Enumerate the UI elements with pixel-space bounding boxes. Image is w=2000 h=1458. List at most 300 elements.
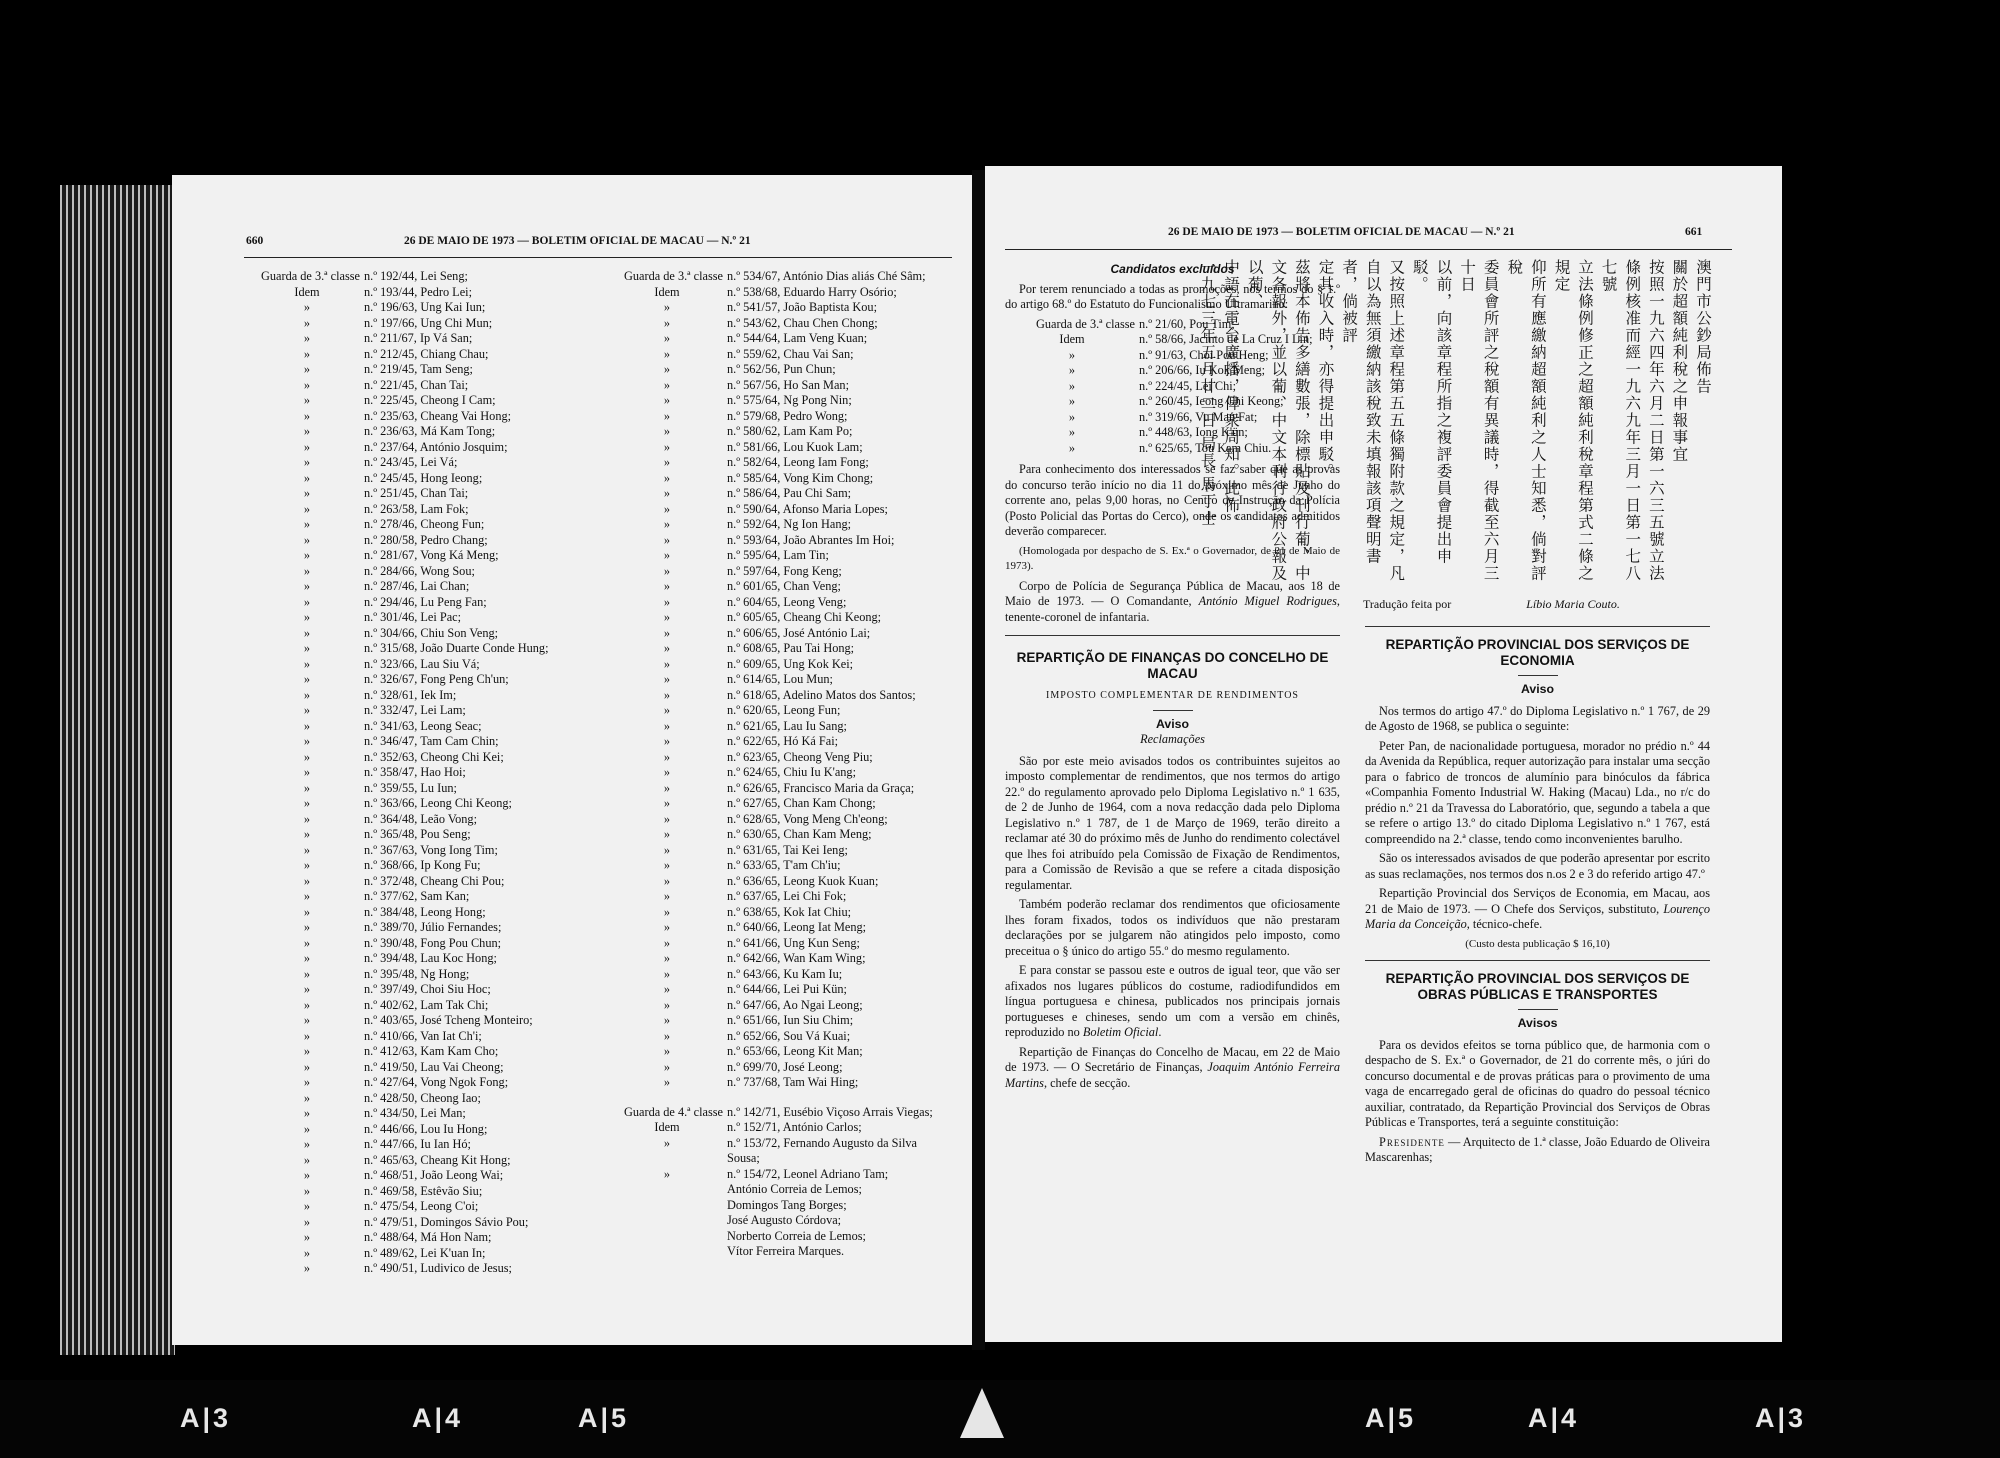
rank-ditto: » [303,765,311,779]
list-item [607,300,967,316]
entry-text: n.º 243/45, Lei Vá; [364,455,458,469]
list-item [607,998,967,1014]
signatory-name: Lourenço Maria da Conceição [1365,901,1710,931]
list-item [607,734,967,750]
entry-text: n.º 538/68, Eduardo Harry Osório; [727,284,897,299]
economia-paragraph-1: Nos termos do artigo 47.º do Diploma Legislativo n.º 1 767, de 29 de Agosto de 1968, se publica o seguinte: [1365,703,1710,733]
chinese-column: 文各報外，並以葡、中文本刊行政府公報及以葡、 [1245,259,1288,582]
chinese-column: 立法條例修正之超額純利稅章程第式二條之規定 [1552,259,1595,582]
entry-text: n.º 627/65, Chan Kam Chong; [727,796,876,810]
rank-ditto: » [303,951,311,965]
entry-text: n.º 206/66, Iu Kok Meng; [1139,363,1266,377]
list-item [607,688,967,704]
list-item [607,579,967,595]
list-item [607,1136,967,1152]
rank-ditto: » [303,997,311,1012]
rank-ditto: » [303,377,311,392]
entry-text: n.º 630/65, Chan Kam Meng; [727,827,872,841]
entry-text: n.º 365/48, Pou Seng; [364,827,471,841]
entry-text: n.º 284/66, Wong Sou; [364,563,475,578]
list-item [607,1182,967,1198]
chinese-column: 定其收入時，亦得提出申駁。 [1316,259,1335,480]
entry-text: n.º 590/64, Afonso Maria Lopes; [727,501,888,516]
rank-ditto: » [663,1166,671,1181]
rank-ditto: » [663,656,671,671]
short-rule [1153,710,1193,711]
entry-text: n.º 434/50, Lei Man; [364,1106,466,1120]
rank-ditto: » [303,811,311,826]
list-head-entry: n.º 534/67, António Dias aliás Ché Sâm; [727,269,926,283]
list-item [607,967,967,983]
film-mark: A|3 [1755,1403,1807,1433]
list-item [250,393,610,409]
list-item [250,378,610,394]
entry-text: n.º 260/45, Ieong Chi Keong; [1139,394,1284,408]
list-item [250,455,610,471]
rank-ditto: » [303,842,311,857]
list-item [250,595,610,611]
list-item [250,1153,610,1169]
entry-text: n.º 384/48, Leong Hong; [364,904,486,919]
list-item [250,285,610,301]
list-head-entry: n.º 142/71, Eusébio Viçoso Arrais Viegas; [727,1104,933,1119]
entry-text: José Augusto Córdova; [727,1213,842,1227]
rank-ditto: » [1068,363,1076,377]
rank-ditto: » [303,331,311,345]
entry-text: n.º 595/64, Lam Tin; [727,548,829,562]
list-item [250,564,610,580]
right-running-header [985,226,1782,246]
rank-ditto: » [303,858,311,872]
rank-ditto: » [663,734,671,748]
list-item [250,827,610,843]
rank-ditto: » [303,780,311,795]
rank-ditto: » [663,1013,671,1027]
list-item [607,1244,967,1260]
rank-ditto: » [303,1013,311,1027]
entry-text: n.º 653/66, Leong Kit Man; [727,1044,863,1058]
list-item [607,1167,967,1183]
boletim-name: Boletim Oficial [1082,1025,1159,1039]
entry-text: n.º 447/66, Iu Ian Hó; [364,1137,471,1151]
rank-ditto [607,1182,727,1198]
list-item [607,285,967,301]
rank-ditto: » [303,1121,311,1136]
rank-ditto: » [663,315,671,330]
list-item [250,1122,610,1138]
signature-tail: , técnico-chefe. [1466,917,1543,931]
entry-text: n.º 592/64, Ng Ion Hang; [727,517,852,531]
rank-ditto: » [663,610,671,624]
rank-ditto [607,1229,727,1245]
list-item [607,378,967,394]
entry-text: n.º 581/66, Lou Kuok Lam; [727,439,863,454]
entry-text: n.º 446/66, Lou Iu Hong; [364,1121,488,1136]
entry-text: n.º 479/51, Domingos Sávio Pou; [364,1214,529,1229]
list-item [607,502,967,518]
list-item [250,486,610,502]
list-item [250,657,610,673]
chinese-column: 按照一九六四年六月二日第一六三五號立法 [1646,259,1665,582]
rank-ditto: » [303,1261,311,1275]
entry-text: n.º 624/65, Chiu Iu K'ang; [727,765,856,779]
rank-ditto: » [303,1044,311,1058]
rank-ditto: » [663,920,671,934]
entry-text: n.º 390/48, Fong Pou Chun; [364,935,502,950]
list-item [607,750,967,766]
rank-ditto: » [663,703,671,717]
rank-ditto: » [1068,394,1076,408]
list-item [250,548,610,564]
list-head [250,269,610,285]
rank-ditto: » [303,687,311,702]
obras-president [1365,1135,1710,1166]
list-item [607,1151,967,1167]
signature-tail: , tenente-coronel de infantaria. [1005,594,1340,624]
rank-ditto: » [303,749,311,764]
financas-subtitle: IMPOSTO COMPLEMENTAR DE RENDIMENTOS [1045,690,1299,701]
list-item [607,1060,967,1076]
list-item [250,316,610,332]
rank-ditto: » [303,625,311,640]
entry-text: n.º 323/66, Lau Siu Vá; [364,656,480,671]
entry-text: n.º 358/47, Hao Hoi; [364,765,466,779]
entry-text: n.º 341/63, Leong Seac; [364,718,482,733]
entry-text: n.º 628/65, Vong Meng Ch'eong; [727,811,888,826]
rank-ditto: » [303,966,311,981]
header-title: 26 DE MAIO DE 1973 — BOLETIM OFICIAL DE MACAU — N.º 21 [404,235,751,247]
section-rule [1365,626,1710,627]
film-mark: A|4 [412,1403,464,1433]
entry-text: n.º 469/58, Estêvão Siu; [364,1183,483,1198]
list-item [607,1075,967,1091]
section-rule [1365,960,1710,961]
rank-ditto: » [303,532,311,547]
aviso-heading: Aviso [1520,682,1555,696]
rank-ditto: » [663,424,671,438]
list-item [607,610,967,626]
list-item [607,982,967,998]
chinese-column: 澳門市公鈔局佈告 [1694,259,1712,395]
chinese-column: 自以為無須繳納該稅致未填報該項聲明書者，倘被評 [1340,259,1382,565]
list-item [607,517,967,533]
list-item [250,517,610,533]
list-head-entry: n.º 192/44, Lei Seng; [364,269,468,283]
list-item [607,1029,967,1045]
list-item [250,1215,610,1231]
list-item [250,703,610,719]
entry-text: n.º 211/67, Ip Vá San; [364,331,473,345]
list-item [607,951,967,967]
rank-ditto: » [663,1044,671,1058]
rank-ditto: » [303,1137,311,1151]
entry-text: n.º 281/67, Vong Ká Meng; [364,548,499,562]
list-item [607,455,967,471]
list-item [250,641,610,657]
list-item [250,889,610,905]
list-item [607,424,967,440]
entry-text: n.º 328/61, Iek Im; [364,687,457,702]
entry-text: n.º 403/65, José Tcheng Monteiro; [364,1013,533,1027]
entry-text: n.º 153/72, Fernando Augusto da Silva [727,1135,917,1150]
entry-text: n.º 280/58, Pedro Chang; [364,532,488,547]
film-mark: A|4 [1528,1403,1580,1433]
chinese-column: 茲將本佈告多繕數張，除標貼及刊行葡、中 [1292,259,1311,582]
rank-ditto: » [303,470,311,485]
financas-signature [1005,1045,1340,1092]
rank-ditto: » [663,904,671,919]
rank-ditto: » [663,672,671,686]
rank-ditto: » [663,393,671,407]
president-label: Presidente [1379,1134,1445,1149]
rank-ditto: » [663,548,671,562]
entry-text: n.º 319/66, Vu Man Fat; [1139,409,1258,424]
list-item [607,905,967,921]
rank-ditto: » [663,641,671,655]
film-mark: A|3 [180,1403,232,1433]
list-item [250,1230,610,1246]
entry-text: n.º 377/62, Sam Kan; [364,889,470,903]
list-item [607,703,967,719]
rank-ditto: » [1068,425,1076,439]
list-item [250,424,610,440]
rank-ditto: » [303,563,311,578]
entry-text: n.º 623/65, Cheong Veng Piu; [727,749,873,764]
avisos-heading: Avisos [1517,1016,1558,1030]
entry-text: n.º 294/46, Lu Peng Fan; [364,594,487,609]
rank-ditto: Idem [654,284,680,299]
list-head [607,269,967,285]
list-head-label: Guarda de 3.ª classe [261,269,360,283]
president-text: — Arquitecto de 1.ª classe, João Eduardo de Oliveira Mascarenhas; [1365,1134,1710,1164]
list-item [250,347,610,363]
rank-ditto [607,1198,727,1214]
list-item [607,595,967,611]
list-item [250,1261,610,1277]
rank-ditto: » [303,1075,311,1089]
entry-text: n.º 543/62, Chau Chen Chong; [727,315,878,330]
section-rule [1005,635,1340,636]
list-item [250,812,610,828]
entry-text: n.º 622/65, Hó Ká Fai; [727,734,839,748]
chinese-column: 條例核准而經一九六九年三月一日第一七八七號 [1599,259,1642,582]
rank-ditto: » [303,1214,311,1229]
entry-text: n.º 368/66, Ip Kong Fu; [364,858,481,872]
rank-ditto: » [663,532,671,547]
economia-title: REPARTIÇÃO PROVINCIAL DOS SERVIÇOS DE ECONOMIA [1385,637,1690,668]
list-item [250,1075,610,1091]
entry-text: n.º 468/51, João Leong Wai; [364,1168,504,1182]
translation-credit [1363,597,1620,612]
chinese-column: 以前，向該章程所指之複評委員會提出申駁。 [1410,259,1453,565]
entry-text: n.º 304/66, Chiu Son Veng; [364,625,499,640]
entry-text: n.º 301/46, Lei Pac; [364,610,462,624]
entry-text: n.º 606/65, José António Lai; [727,625,871,640]
list-item [607,812,967,828]
publication-cost: (Custo desta publicação $ 16,10) [1465,937,1610,950]
rank-ditto: » [663,594,671,609]
page-number: 660 [246,235,264,247]
signature-text: Repartição de Finanças do Concelho de Macau, em 22 de Maio de 1973. — O Secretário de Finanças, [1005,1044,1340,1074]
rank-ditto: » [663,765,671,779]
entry-text: n.º 651/66, Iun Siu Chim; [727,1013,854,1027]
list-item [607,781,967,797]
para-text: E para constar se passou este e outros de igual teor, que vão ser afixados nos lugares públicos do costume, radiodifundidos em língua portuguesa e chinesa, publicados nos principais jornais portugueses e chineses, sendo um com a versão em chinês, reproduzido no [1005,963,1340,1039]
list-item [250,1184,610,1200]
entry-text: n.º 219/45, Tam Seng; [364,362,473,376]
entry-text: n.º 562/56, Pun Chun; [727,362,836,376]
entry-text: n.º 579/68, Pedro Wong; [727,408,848,423]
entry-text: n.º 586/64, Pau Chi Sam; [727,486,852,500]
entry-text: n.º 221/45, Chan Tai; [364,377,469,392]
economia-paragraph-3: São os interessados avisados de que poderão apresentar por escrito as suas reclamações, nos termos dos n.os 2 e 3 do referido artigo 47.º [1365,851,1710,881]
entry-text: n.º 332/47, Lei Lam; [364,703,466,717]
entry-text: n.º 212/45, Chiang Chau; [364,346,489,361]
list-item [250,626,610,642]
entry-text: n.º 412/63, Kam Kam Cho; [364,1044,499,1058]
rank-ditto: » [663,1028,671,1043]
rank-ditto: » [663,517,671,531]
list-item [607,362,967,378]
short-rule [1518,1009,1558,1010]
rank-ditto: » [303,1059,311,1074]
excluded-heading: Candidatos excluídos [1110,262,1235,276]
list-head-label: Guarda de 3.ª classe [1036,316,1135,331]
rank-ditto: » [303,1230,311,1244]
list-item [607,641,967,657]
entry-text: n.º 448/63, Iong K'ün; [1139,425,1248,439]
list-head-label: Guarda de 3.ª classe [624,269,723,283]
rank-ditto: » [303,718,311,733]
list-item [250,610,610,626]
rank-ditto: » [303,920,311,934]
left-running-header [172,235,972,255]
list-item [607,920,967,936]
rank-ditto: » [663,1135,671,1150]
chinese-column: 關於超額純利稅之申報事宜 [1670,259,1689,463]
list-item [607,1213,967,1229]
entry-text: n.º 394/48, Lau Koc Hong; [364,951,497,965]
entry-text: n.º 397/49, Choi Siu Hoc; [364,982,491,996]
obras-title: REPARTIÇÃO PROVINCIAL DOS SERVIÇOS DE OBRAS PÚBLICAS E TRANSPORTES [1385,971,1690,1002]
list-item [250,936,610,952]
signature-text: Repartição Provincial dos Serviços de Economia, em Macau, aos 21 de Maio de 1973. — O Chefe dos Serviços, substituto, [1365,886,1710,916]
header-title: 26 DE MAIO DE 1973 — BOLETIM OFICIAL DE MACAU — N.º 21 [1168,226,1515,238]
rank-ditto [607,1151,727,1167]
entry-text: n.º 193/44, Pedro Lei; [364,284,472,299]
entry-text: António Correia de Lemos; [727,1182,862,1196]
rank-ditto: » [663,331,671,345]
list-item [250,1091,610,1107]
entry-text: n.º 644/66, Lei Pui Kün; [727,982,847,996]
rank-ditto: » [663,563,671,578]
entry-text: n.º 541/57, João Baptista Kou; [727,300,878,314]
entry-text: n.º 641/66, Ung Kun Seng; [727,935,860,950]
rank-ditto: » [303,517,311,531]
entry-text: n.º 625/65, Tou Kam Chiu. [1139,440,1272,455]
entry-text: n.º 580/62, Lam Kam Po; [727,424,853,438]
translation-label: Tradução feita por [1363,597,1452,611]
right-page [985,166,1782,1342]
entry-text: n.º 626/65, Francisco Maria da Graça; [727,780,915,795]
page-number: 661 [1685,226,1703,238]
entry-text: n.º 642/66, Wan Kam Wing; [727,951,866,965]
entry-text: n.º 346/47, Tam Cam Chin; [364,734,499,748]
rank-ditto [607,1213,727,1229]
list-item [250,765,610,781]
signatory-name: Joaquim António Ferreira Martins [1005,1060,1340,1090]
entry-text: n.º 359/55, Lu Iun; [364,780,457,795]
rank-ditto: » [303,672,311,686]
rank-ditto: Idem [654,1120,680,1134]
list-item [250,982,610,998]
signature-tail: , chefe de secção. [1043,1075,1131,1090]
list-item [607,626,967,642]
rank-ditto: » [303,548,311,562]
rank-ditto: » [303,579,311,593]
list-item [607,347,967,363]
list-item [250,967,610,983]
entry-text: n.º 236/63, Má Kam Tong; [364,424,496,438]
list-item [607,331,967,347]
financas-paragraph-3 [1005,963,1340,1041]
rank-ditto: » [663,455,671,469]
rank-ditto: » [303,408,311,423]
chinese-column: 中語在電台廣播，俾衆周知。此佈。 [1222,259,1241,531]
rank-ditto: » [663,1059,671,1074]
list-item [607,1120,967,1136]
entry-text: n.º 475/54, Leong C'oi; [364,1199,479,1213]
entry-text: n.º 699/70, José Leong; [727,1059,843,1074]
entry-text: n.º 326/67, Fong Peng Ch'un; [364,672,509,686]
entry-text: n.º 287/46, Lai Chan; [364,579,470,593]
entry-text: n.º 410/66, Van Iat Ch'i; [364,1028,482,1043]
rank-ditto: » [663,997,671,1012]
left-column-1 [250,269,610,1277]
rank-ditto: » [663,951,671,965]
left-column-2 [607,269,967,1260]
rank-ditto: » [1068,440,1076,455]
rank-ditto: » [663,873,671,888]
list-head [607,1105,967,1121]
list-item [607,440,967,456]
rank-ditto: Idem [294,284,320,299]
rank-ditto: » [663,749,671,764]
obras-paragraph-1: Para os devidos efeitos se torna público que, de harmonia com o despacho de S. Ex.ª o Governador, de 21 do corrente mês, o júri do concurso documental e de provas práticas para o provimento de uma vaga de encarregado geral de oficinas do quadro do pessoal técnico auxiliar, contratado, da Repartição Provincial dos Serviços de Obras Públicas e Transportes, terá a seguinte constituição: [1365,1037,1710,1129]
reclamacoes-heading: Reclamações [1140,732,1205,746]
rank-ditto: » [303,1090,311,1105]
list-item [250,688,610,704]
rank-ditto: » [303,827,311,841]
rank-ditto: » [303,439,311,454]
page-edges [60,185,175,1355]
rank-ditto: » [303,424,311,438]
entry-text: n.º 631/65, Tai Kei Ieng; [727,842,848,857]
entry-text: n.º 490/51, Ludivico de Jesus; [364,1261,512,1275]
entry-text: n.º 605/65, Cheang Chi Keong; [727,610,882,624]
list-item [250,1137,610,1153]
book-gutter [972,170,985,1350]
list-item [250,440,610,456]
rank-ditto: » [303,393,311,407]
entry-text: Vítor Ferreira Marques. [727,1244,845,1258]
entry-text: n.º 395/48, Ng Hong; [364,966,470,981]
rank-ditto: » [663,300,671,314]
entry-text: n.º 427/64, Vong Ngok Fong; [364,1075,509,1089]
rank-ditto: » [303,889,311,903]
list-head-entry: n.º 21/60, Pou Tim; [1139,316,1235,331]
financas-title: REPARTIÇÃO DE FINANÇAS DO CONCELHO DE MACAU [1016,650,1329,681]
